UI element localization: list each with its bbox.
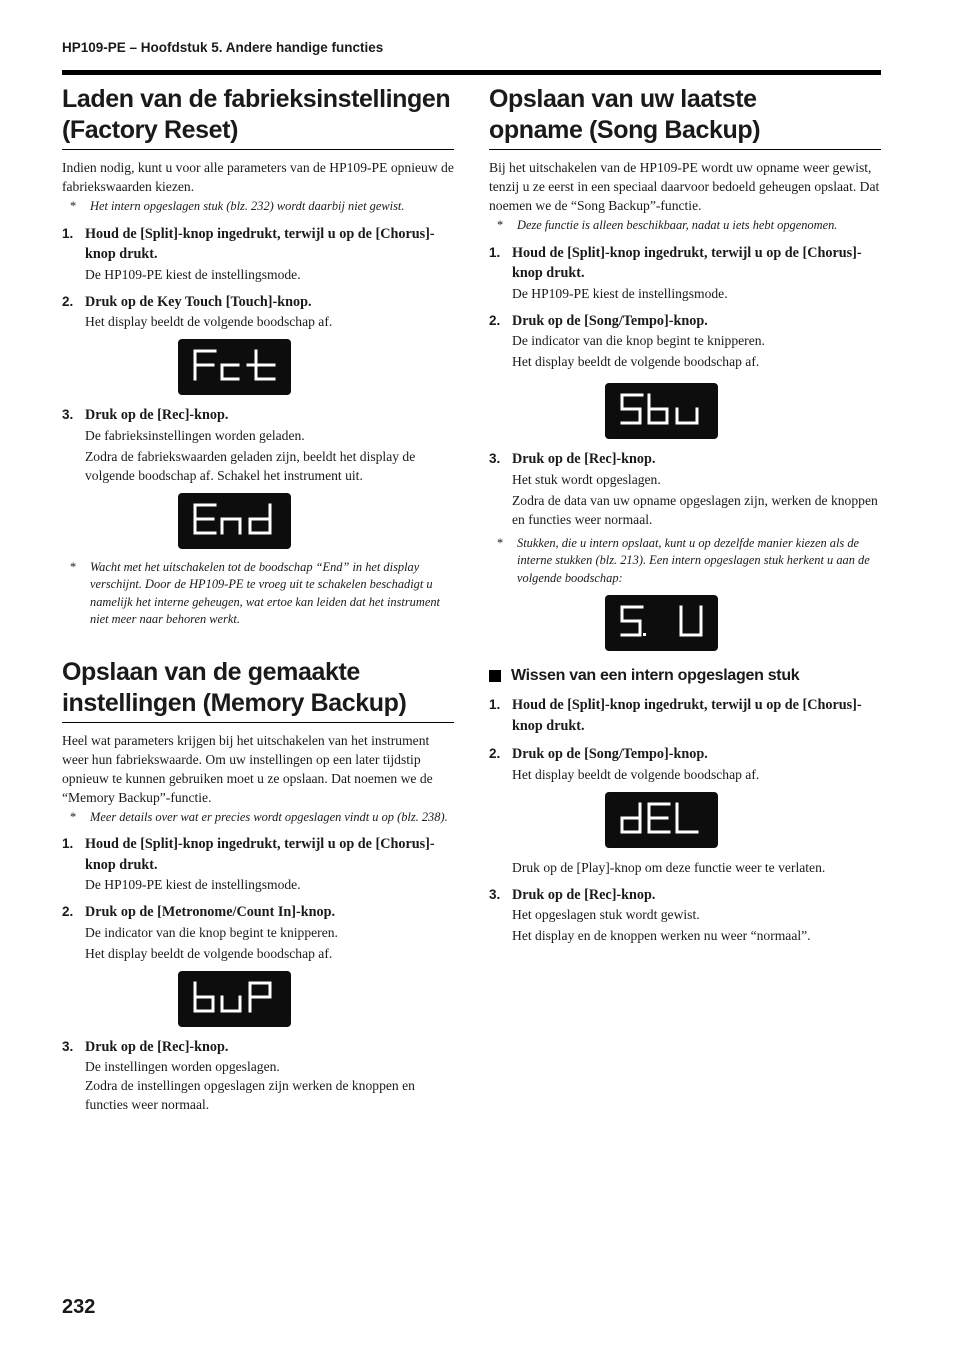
erase-step-3 [489,885,881,946]
factory-reset-heading [62,84,454,150]
song-backup-heading [489,84,881,150]
step-desc: De HP109-PE kiest de instellingsmode. [85,266,301,282]
step-number: 3. [489,886,501,902]
memory-intro: Heel wat parameters krijgen bij het uitschakelen van het instrument weer hun fabriekswaarde. Om uw instellingen op een later tijdstip opnieuw te kunnen gebruiken moet u ze opslaan. Dat noemen we de “Memory Backup”-functie. [62,732,433,805]
lcd-end-text [178,493,291,549]
memory-backup-heading [62,657,454,723]
step-number: 1. [62,225,74,241]
step-title: Druk op de [Rec]-knop. [512,886,656,903]
song-note-text: Deze functie is alleen beschikbaar, nadat u iets hebt opgenomen. [517,218,838,232]
step-number: 3. [62,407,74,422]
step-title: Houd de [Split]-knop ingedrukt, terwijl u op de [Chorus]-knop drukt. [85,836,435,873]
right-column [489,84,881,945]
step-desc-2: Zodra de data van uw opname opgeslagen zijn, werken de knoppen en functies weer normaal. [512,492,878,527]
step-number: 2. [62,293,74,309]
step-number: 1. [62,836,74,851]
lcd-display-fct [178,339,291,395]
factory-step-1 [62,224,454,284]
song-step-1 [489,243,881,303]
left-column [62,84,454,1114]
erase-play-text: Druk op de [Play]-knop om deze functie weer te verlaten. [512,859,826,875]
song-note: * Deze functie is alleen beschikbaar, nadat u iets hebt opgenomen. [489,217,881,235]
lcd-sbu-text [605,383,718,439]
memory-note: * Meer details over wat er precies wordt opgeslagen vindt u op (blz. 238). [62,809,454,827]
step-title: Druk op de [Rec]-knop. [85,407,229,423]
step-desc: De HP109-PE kiest de instellingsmode. [512,285,728,301]
page-number: 232 [62,1296,96,1318]
factory-step-2 [62,292,454,332]
song-step-2 [489,311,881,372]
lcd-display-end [178,493,291,549]
step-desc: Het display beeldt de volgende boodschap af. [85,314,333,329]
factory-note-text: Het intern opgeslagen stuk (blz. 232) wordt daarbij niet gewist. [90,199,405,213]
factory-note: * Het intern opgeslagen stuk (blz. 232) wordt daarbij niet gewist. [62,198,454,216]
step-desc: De instellingen worden opgeslagen. [85,1059,280,1074]
step-desc: De indicator van die knop begint te knipperen. [85,924,338,940]
step-title: Druk op de [Metronome/Count In]-knop. [85,904,336,920]
lcd-bup-text [178,971,291,1027]
memory-step-3 [62,1037,454,1115]
step-title: Druk op de [Song/Tempo]-knop. [512,312,708,329]
step-desc-2: Zodra de fabriekswaarden geladen zijn, beeldt het display de volgende boodschap af. Schakel het instrument uit. [85,448,416,483]
step-title: Druk op de Key Touch [Touch]-knop. [85,293,312,310]
song-intro: Bij het uitschakelen van de HP109-PE wordt uw opname weer gewist, tenzij u ze eerst in een speciaal daarvoor bedoeld geheugen opslaat. Dat noemen we de “Song Backup”-functie. [489,160,880,213]
memory-title-line1: Opslaan van de gemaakte [62,657,360,686]
memory-step-2 [62,902,454,963]
factory-step-3 [62,405,454,485]
factory-warning-note: * Wacht met het uitschakelen tot de boodschap “End” in het display verschijnt. Door de HP109-PE te vroeg uit te schakelen beschadigt u namelijk het interne geheugen, wat ertoe kan leiden dat het instrument niet meer naar behoren werkt. [62,559,454,629]
lcd-display-bup [178,971,291,1027]
running-head: HP109-PE – Hoofdstuk 5. Andere handige functies [62,40,384,55]
memory-title-line2: instellingen (Memory Backup) [62,688,407,717]
square-bullet-icon [489,670,501,682]
step-number: 1. [489,244,501,260]
top-rule [62,70,881,75]
song-title-line1: Opslaan van uw laatste [489,85,757,113]
factory-title-line1: Laden van de fabrieksinstellingen [62,85,451,113]
step-title: Houd de [Split]-knop ingedrukt, terwijl u op de [Chorus]-knop drukt. [512,244,862,281]
song-stored-note-text: Stukken, die u intern opslaat, kunt u op dezelfde manier kiezen als de interne stukken (blz. 213). Een intern opgeslagen stuk herkent u aan de volgende boodschap: [517,535,870,585]
step-desc: Het stuk wordt opgeslagen. [512,471,661,487]
step-desc-2: Zodra de instellingen opgeslagen zijn werken de knoppen en functies weer normaal. [85,1078,415,1112]
lcd-su-text [605,595,718,651]
step-number: 2. [62,904,74,919]
song-stored-note: * Stukken, die u intern opslaat, kunt u op dezelfde manier kiezen als de interne stukken (blz. 213). Een intern opgeslagen stuk herkent u aan de volgende boodschap: [489,535,881,588]
step-desc: De HP109-PE kiest de instellingsmode. [85,877,301,892]
factory-warning-text: Wacht met het uitschakelen tot de boodschap “End” in het display verschijnt. Door de HP109-PE te vroeg uit te schakelen beschadigt u namelijk het interne geheugen, wat ertoe kan leiden dat het instrument niet meer naar behoren werkt. [90,559,440,626]
step-desc-2: Het display beeldt de volgende boodschap af. [85,945,333,961]
song-step-3 [489,449,881,529]
erase-subheading-text: Wissen van een intern opgeslagen stuk [511,667,800,684]
step-title: Houd de [Split]-knop ingedrukt, terwijl u op de [Chorus]-knop drukt. [512,697,862,734]
step-title: Druk op de [Song/Tempo]-knop. [512,746,708,762]
step-desc: De fabrieksinstellingen worden geladen. [85,427,305,443]
step-desc-2: Het display en de knoppen werken nu weer “normaal”. [512,928,811,943]
lcd-fct-text [178,339,291,395]
factory-intro: Indien nodig, kunt u voor alle parameters van de HP109-PE opnieuw de fabriekswaarden kiezen. [62,160,454,194]
step-desc: Het opgeslagen stuk wordt gewist. [512,907,700,922]
lcd-display-sbu [605,383,718,439]
memory-note-text: Meer details over wat er precies wordt opgeslagen vindt u op (blz. 238). [90,809,448,824]
factory-title-line2: (Factory Reset) [62,116,238,144]
step-desc-2: Het display beeldt de volgende boodschap af. [512,354,760,369]
lcd-display-su [605,595,718,651]
erase-step-1 [489,695,881,736]
step-number: 2. [489,312,501,328]
memory-step-1 [62,834,454,894]
step-number: 2. [489,746,501,761]
lcd-del-text [605,792,718,848]
erase-step-2 [489,744,881,784]
step-desc: De indicator van die knop begint te knipperen. [512,333,765,348]
step-title: Houd de [Split]-knop ingedrukt, terwijl u op de [Chorus]-knop drukt. [85,225,435,262]
step-desc: Het display beeldt de volgende boodschap af. [512,766,760,782]
erase-subheading [489,665,881,687]
step-number: 3. [489,451,501,466]
step-number: 1. [489,697,501,712]
step-title: Druk op de [Rec]-knop. [85,1038,229,1055]
song-title-line2: opname (Song Backup) [489,116,761,144]
step-title: Druk op de [Rec]-knop. [512,451,656,467]
step-number: 3. [62,1038,74,1054]
lcd-display-del [605,792,718,848]
